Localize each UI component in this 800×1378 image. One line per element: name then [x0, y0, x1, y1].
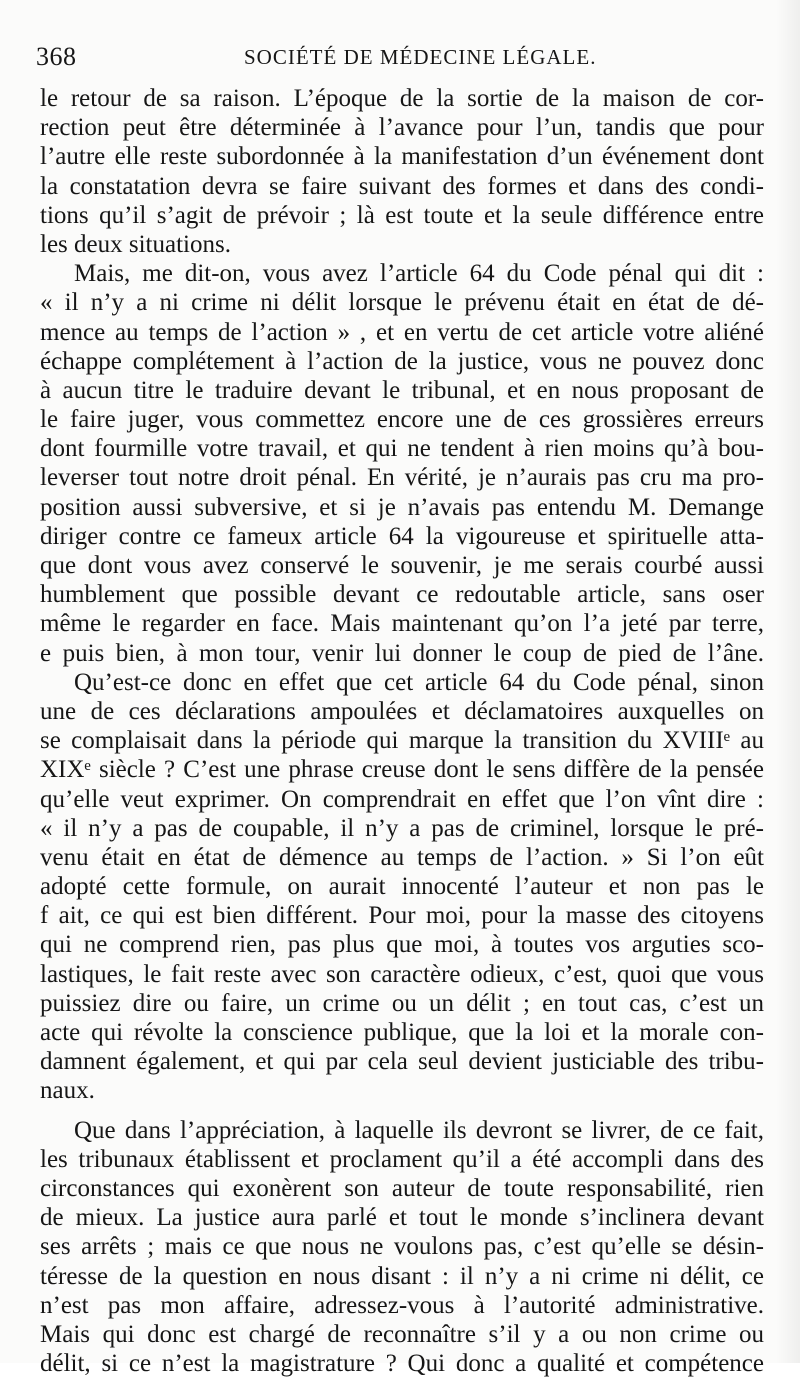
text-line: dont fourmille votre travail, et qui ne tendent à rien moins qu’à bou- [40, 435, 764, 463]
text-line: se complaisait dans la période qui marque la transition du XVIIIᵉ au [40, 727, 764, 755]
text-line: à aucun titre le traduire devant le tribunal, et en nous proposant de [40, 376, 764, 404]
text-line: tions qu’il s’agit de prévoir ; là est toute et la seule différence entre [40, 201, 764, 229]
text-line: de mieux. La justice aura parlé et tout le monde s’inclinera devant [40, 1204, 764, 1232]
text-line: les tribunaux établissent et proclament qu’il a été accompli dans des [40, 1145, 764, 1173]
text-line: n’est pas mon affaire, adressez-vous à l’autorité administrative. [40, 1291, 764, 1319]
text-line: e puis bien, à mon tour, venir lui donner le coup de pied de l’âne. [40, 639, 764, 667]
paragraph-start-line: Qu’est-ce donc en effet que cet article 64 du Code pénal, sinon [74, 668, 764, 696]
text-line: l’autre elle reste subordonnée à la manifestation d’un événement dont [40, 143, 764, 171]
paragraph-start-line: Mais, me dit-on, vous avez l’article 64 du Code pénal qui dit : [74, 260, 764, 288]
text-line: le retour de sa raison. L’époque de la sortie de la maison de cor- [40, 85, 764, 112]
text-line: « il n’y a ni crime ni délit lorsque le prévenu était en état de dé- [40, 289, 764, 317]
text-line: diriger contre ce fameux article 64 la vigoureuse et spirituelle atta- [40, 522, 764, 550]
page-header [36, 42, 596, 76]
text-line: damnent également, et qui par cela seul devient justiciable des tribu- [40, 1048, 764, 1076]
body-text [40, 84, 764, 1378]
text-line: position aussi subversive, et si je n’avais pas entendu M. Demange [40, 493, 764, 521]
page-edge-shadow [776, 0, 800, 1363]
text-line: qui ne comprend rien, pas plus que moi, à toutes vos arguties sco- [40, 931, 764, 959]
text-line: lastiques, le fait reste avec son caractère odieux, c’est, quoi que vous [40, 960, 764, 988]
text-line: venu était en état de démence au temps de l’action. » Si l’on eût [40, 843, 764, 871]
text-line: une de ces déclarations ampoulées et déclamatoires auxquelles on [40, 697, 764, 725]
text-line: ses arrêts ; mais ce que nous ne voulons pas, c’est qu’elle se désin- [40, 1233, 764, 1261]
text-line: f ait, ce qui est bien différent. Pour moi, pour la masse des citoyens [40, 902, 764, 930]
text-line: le faire juger, vous commettez encore une de ces grossières erreurs [40, 406, 764, 434]
paragraph-gap [40, 1106, 764, 1116]
text-line: la constatation devra se faire suivant des formes et dans des condi- [40, 172, 764, 200]
text-line: délit, si ce n’est la magistrature ? Qui donc a qualité et compétence [40, 1350, 764, 1378]
text-line: puissiez dire ou faire, un crime ou un délit ; en tout cas, c’est un [40, 989, 764, 1017]
text-line: échappe complétement à l’action de la justice, vous ne pouvez donc [40, 347, 764, 375]
text-line: mence au temps de l’action » , et en vertu de cet article votre aliéné [40, 318, 764, 346]
text-line: que dont vous avez conservé le souvenir, je me serais courbé aussi [40, 552, 764, 579]
paragraph-start-line: Que dans l’appréciation, à laquelle ils devront se livrer, de ce fait, [74, 1116, 764, 1144]
text-line: Mais qui donc est chargé de reconnaître s’il y a ou non crime ou [40, 1320, 764, 1348]
text-line: téresse de la question en nous disant : il n’y a ni crime ni délit, ce [40, 1262, 764, 1290]
text-line: naux. [40, 1077, 95, 1105]
text-line: même le regarder en face. Mais maintenant qu’on l’a jeté par terre, [40, 610, 764, 638]
text-line: adopté cette formule, on aurait innocenté l’auteur et non pas le [40, 873, 764, 901]
text-line: les deux situations. [40, 230, 231, 258]
text-line: « il n’y a pas de coupable, il n’y a pas de criminel, lorsque le pré- [40, 814, 764, 842]
text-line: leverser tout notre droit pénal. En vérité, je n’aurais pas cru ma pro- [40, 464, 764, 492]
page-number: 368 [36, 42, 77, 71]
text-line: XIXᵉ siècle ? C’est une phrase creuse dont le sens diffère de la pensée [40, 756, 764, 784]
text-line: acte qui révolte la conscience publique, que la loi et la morale con- [40, 1019, 764, 1046]
text-line: rection peut être déterminée à l’avance pour l’un, tandis que pour [40, 114, 764, 142]
running-head: SOCIÉTÉ DE MÉDECINE LÉGALE. [244, 45, 597, 69]
text-line: circonstances qui exonèrent son auteur de toute responsabilité, rien [40, 1174, 764, 1202]
text-line: qu’elle veut exprimer. On comprendrait en effet que l’on vînt dire : [40, 785, 764, 813]
text-line: humblement que possible devant ce redoutable article, sans oser [40, 581, 764, 609]
